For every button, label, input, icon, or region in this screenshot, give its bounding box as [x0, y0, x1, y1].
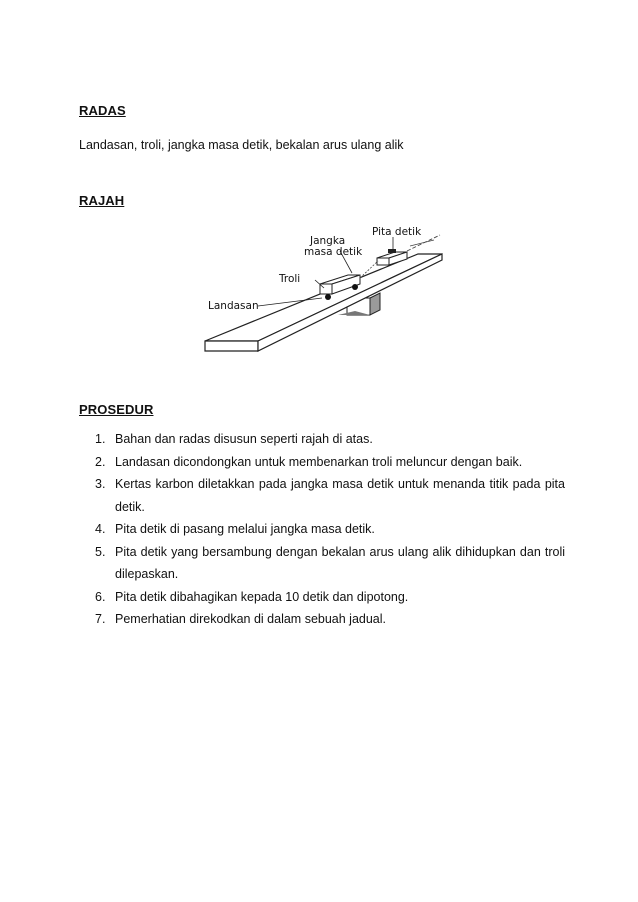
label-landasan: Landasan [208, 300, 259, 312]
procedure-step [95, 451, 565, 474]
procedure-step [95, 473, 565, 518]
procedure-list [95, 428, 565, 631]
step-text: Pemerhatian direkodkan di dalam sebuah jadual. [115, 612, 387, 626]
prosedur-heading: PROSEDUR [79, 402, 154, 417]
procedure-step [95, 428, 565, 451]
step-number: 1. [95, 432, 106, 446]
step-number: 2. [95, 454, 106, 469]
label-masa-detik: masa detik [304, 246, 363, 258]
radas-text: Landasan, troli, jangka masa detik, bekalan arus ulang alik [79, 138, 404, 152]
procedure-step [95, 608, 565, 631]
step-text: Bahan dan radas disusun seperti rajah di atas. [115, 432, 373, 446]
step-text: Pita detik di pasang melalui jangka masa detik. [115, 522, 375, 536]
label-troli: Troli [279, 273, 301, 285]
step-number: 7. [95, 612, 106, 626]
step-text: Pita detik yang bersambung dengan bekalan arus ulang alik dihidupkan dan troli dilepaskan. [115, 544, 565, 581]
procedure-step [95, 541, 565, 586]
step-number: 4. [95, 522, 106, 536]
step-text: Pita detik dibahagikan kepada 10 detik dan dipotong. [115, 589, 409, 604]
step-number: 3. [95, 477, 106, 491]
step-number: 5. [95, 544, 106, 559]
label-jangka: Jangka [310, 235, 346, 247]
radas-heading: RADAS [79, 103, 126, 118]
rajah-heading: RAJAH [79, 193, 125, 208]
apparatus-diagram [200, 218, 450, 360]
label-pita-detik: Pita detik [372, 226, 422, 238]
step-text: Landasan dicondongkan untuk membenarkan troli meluncur dengan baik. [115, 454, 523, 469]
step-text: Kertas karbon diletakkan pada jangka masa detik untuk menanda titik pada pita detik. [115, 477, 565, 514]
procedure-step [95, 518, 565, 541]
step-number: 6. [95, 589, 106, 604]
procedure-step [95, 586, 565, 609]
